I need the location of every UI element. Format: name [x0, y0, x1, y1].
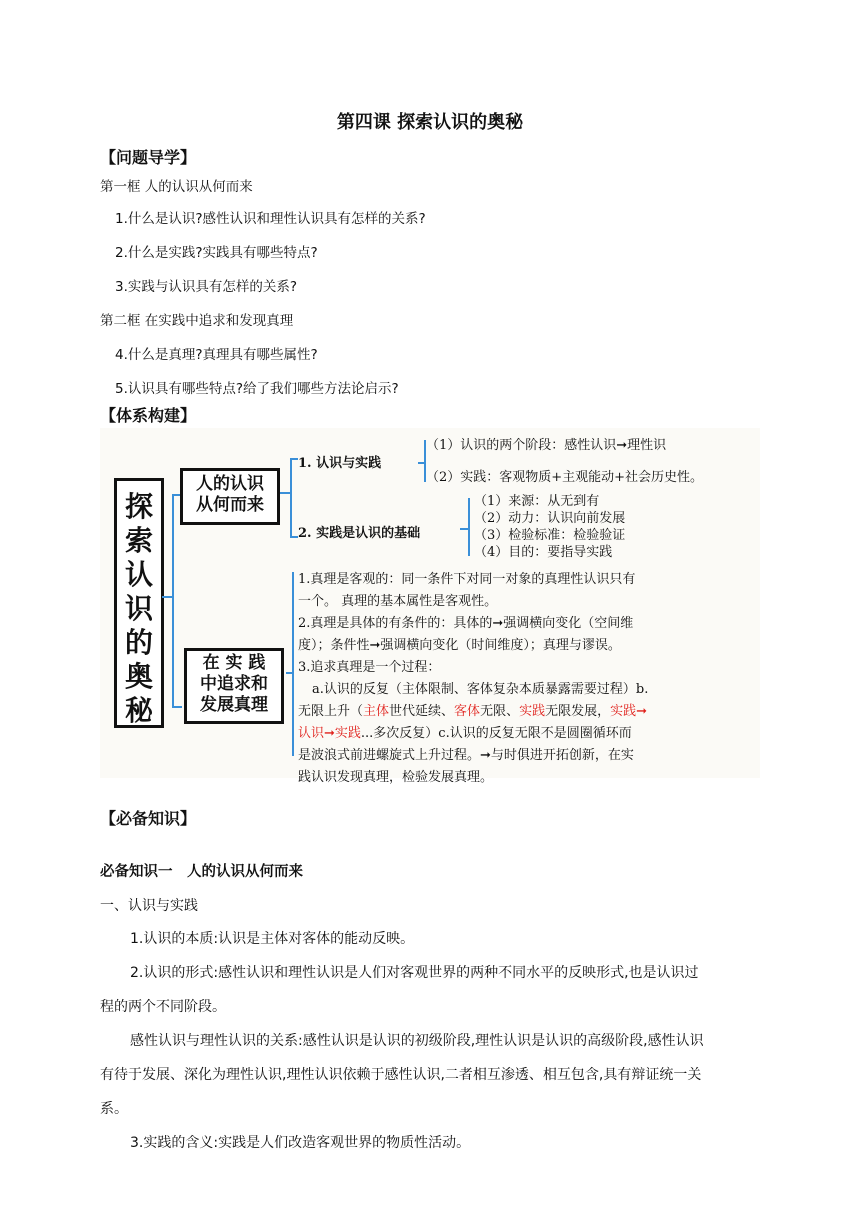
b2-line-5: 3.追求真理是一个过程：	[298, 660, 441, 675]
question-3: 3.实践与认识具有怎样的关系?	[115, 279, 298, 295]
b2-line-7: 无限上升（主体世代延续、客体无限、实践无限发展，实践➞	[298, 704, 648, 719]
b2-line-6: a.认识的反复（主体限制、客体复杂本质暴露需要过程）b.	[312, 682, 649, 697]
section-heading-knowledge: 【必备知识】	[100, 809, 197, 828]
b1-item1-sub1: （1）认识的两个阶段：感性认识➞理性识	[426, 438, 667, 453]
knowledge-point-2-l2: 程的两个不同阶段。	[100, 999, 226, 1015]
question-1: 1.什么是认识?感性认识和理性认识具有怎样的关系?	[115, 211, 426, 227]
mindmap-diagram	[100, 428, 760, 785]
frame-2-heading: 第二框 在实践中追求和发现真理	[100, 313, 294, 329]
b1-item2: 2. 实践是认识的基础	[298, 526, 421, 541]
section-heading-guide: 【问题导学】	[100, 148, 197, 167]
b1-item2-sub1: （1）来源：从无到有	[474, 494, 600, 509]
question-2: 2.什么是实践?实践具有哪些特点?	[115, 245, 318, 261]
b1-item1-sub2: （2）实践：客观物质+主观能动+社会历史性。	[426, 470, 704, 485]
b2-line-4: 度）；条件性➞强调横向变化（时间维度）；真理与谬误。	[298, 638, 621, 653]
knowledge-point-2-l1: 2.认识的形式:感性认识和理性认识是人们对客观世界的两种不同水平的反映形式,也是认识过	[130, 965, 699, 981]
root-char: 索	[124, 524, 153, 557]
root-char: 识	[124, 592, 153, 625]
knowledge-relation-l2: 有待于发展、深化为理性认识,理性认识依赖于感性认识,二者相互渗透、相互包含,具有辩证统一关	[100, 1067, 702, 1083]
b2-line-2: 一个。 真理的基本属性是客观性。	[298, 594, 498, 609]
knowledge-1-title: 必备知识一 人的认识从何而来	[100, 864, 303, 880]
b1-item2-sub3: （3）检验标准：检验验证	[474, 528, 626, 543]
knowledge-point-3: 3.实践的含义:实践是人们改造客观世界的物质性活动。	[130, 1135, 471, 1151]
root-char: 的	[124, 626, 153, 659]
root-char: 秘	[124, 694, 153, 727]
root-char: 认	[124, 558, 153, 591]
section-heading-system: 【体系构建】	[100, 406, 197, 425]
branch-2-line1: 在 实 践	[202, 653, 266, 673]
branch-1-line1: 人的认识	[196, 474, 264, 494]
b2-line-1: 1.真理是客观的：同一条件下对同一对象的真理性认识只有	[298, 572, 636, 587]
question-5: 5.认识具有哪些特点?给了我们哪些方法论启示?	[115, 381, 399, 397]
b1-item2-sub4: （4）目的：要指导实践	[474, 545, 613, 560]
branch-1-line2: 从何而来	[196, 495, 264, 515]
knowledge-relation-l1: 感性认识与理性认识的关系:感性认识是认识的初级阶段,理性认识是认识的高级阶段,感性认识	[130, 1033, 704, 1049]
b1-item2-sub2: （2）动力：认识向前发展	[474, 511, 626, 526]
branch-2-box	[184, 648, 284, 724]
frame-1-heading: 第一框 人的认识从何而来	[100, 179, 253, 195]
question-4: 4.什么是真理?真理具有哪些属性?	[115, 347, 318, 363]
b2-line-10: 践认识发现真理，检验发展真理。	[298, 770, 494, 785]
knowledge-relation-l3: 系。	[100, 1101, 128, 1117]
page-title: 第四课 探索认识的奥秘	[336, 112, 524, 133]
branch-2-line3: 发展真理	[200, 695, 268, 715]
branch-2-line2: 中追求和	[200, 674, 268, 694]
mindmap-root-box	[114, 478, 164, 728]
b2-line-9: 是波浪式前进螺旋式上升过程。➞与时俱进开拓创新，在实	[298, 748, 634, 763]
b1-item1: 1. 认识与实践	[298, 456, 382, 471]
root-char: 探	[124, 490, 153, 523]
subsection-1: 一、认识与实践	[100, 898, 198, 914]
b2-line-8: 认识➞实践...多次反复）c.认识的反复无限不是圆圈循环而	[298, 726, 632, 741]
root-char: 奥	[124, 660, 153, 693]
b2-line-3: 2.真理是具体的有条件的：具体的➞强调横向变化（空间维	[298, 616, 634, 631]
knowledge-point-1: 1.认识的本质:认识是主体对客体的能动反映。	[130, 931, 415, 947]
branch-1-box	[180, 468, 280, 525]
